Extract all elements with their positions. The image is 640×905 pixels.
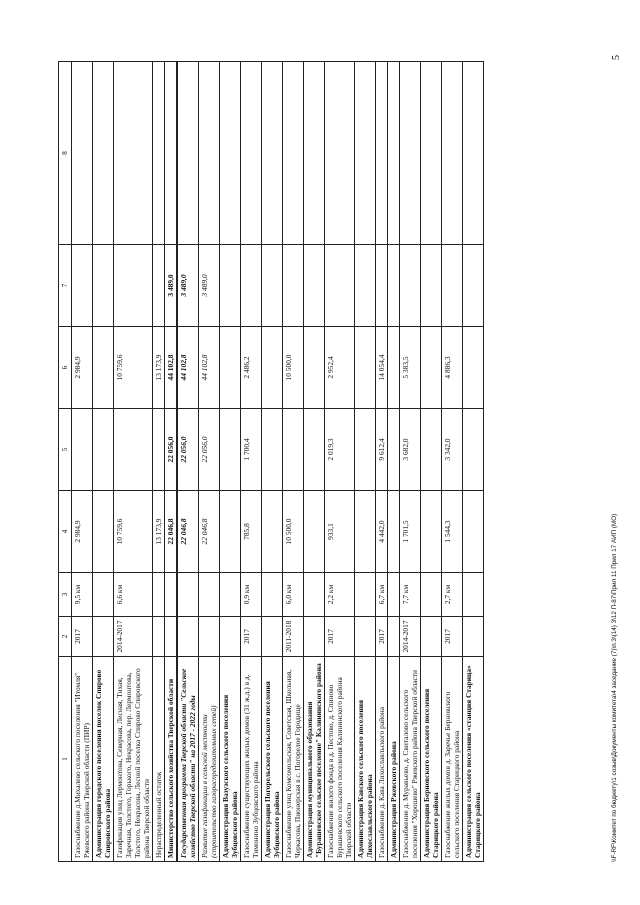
table-row (376, 62, 388, 862)
table-cell: Администрация сельского поселения «станция Старица» Старицкого района (463, 657, 484, 862)
col-header: 3 (59, 573, 72, 617)
table-cell (177, 573, 199, 617)
table-cell (220, 573, 241, 617)
table-cell (153, 617, 165, 657)
table-cell (220, 409, 241, 491)
table-cell (93, 617, 114, 657)
col-header: 2 (59, 617, 72, 657)
table-cell: Газификация улиц Лермонтова, Северная, Лесная, Тихая, Заречная, Толстого, Горького, Некрасова, пер. Лермонтова, Толстого, Некрасова, Лесной поселка Спирово Спировского района Тверской области (114, 657, 153, 862)
table-cell (325, 245, 355, 327)
table-cell (262, 573, 283, 617)
table-row (93, 62, 114, 862)
table-cell (304, 62, 325, 245)
table-cell (165, 62, 178, 245)
table-cell: Газоснабжение д.Михалево сельского поселения "Итомля" Ржевского района Тверской области (ПИР) (72, 657, 93, 862)
table-cell (355, 573, 376, 617)
table-cell (325, 62, 355, 245)
table-cell (93, 409, 114, 491)
table-cell: Развитие газификации в сельской местности (строительство газораспределительных сетей) (199, 657, 220, 862)
table-cell: 785,8 (241, 491, 262, 573)
table-cell (304, 617, 325, 657)
table-cell (304, 245, 325, 327)
table-cell: 22 056,0 (199, 409, 220, 491)
table-cell: 1 701,5 (400, 491, 421, 573)
table-cell: 3 489,0 (199, 245, 220, 327)
table-cell (114, 409, 153, 491)
table-row (199, 62, 220, 862)
table-cell: 933,1 (325, 491, 355, 573)
table-cell: 44 102,8 (177, 327, 199, 409)
table-cell: Государственная программа Тверской области "Сельское хозяйство Тверской области" на 2017 - 2022 годы (177, 657, 199, 862)
table-cell (388, 62, 400, 245)
table-cell (93, 573, 114, 617)
table-cell: 5 383,5 (400, 327, 421, 409)
table-cell (376, 62, 388, 245)
table-cell (262, 617, 283, 657)
table-cell: 4 442,0 (376, 491, 388, 573)
table-cell (463, 327, 484, 409)
col-header: 8 (59, 62, 72, 245)
table-row (153, 62, 165, 862)
table-row (421, 62, 442, 862)
table-cell: 4 886,3 (442, 327, 463, 409)
table-cell (463, 62, 484, 245)
table-row (442, 62, 463, 862)
table-cell (463, 573, 484, 617)
table-cell (388, 245, 400, 327)
table-cell (220, 62, 241, 245)
table-row (388, 62, 400, 862)
table-cell (304, 409, 325, 491)
table-row (400, 62, 421, 862)
table-cell: 22 056,0 (165, 409, 178, 491)
table-cell: 22 046,8 (165, 491, 178, 573)
table-cell (220, 617, 241, 657)
table-cell: Газоснабжение д. Муравьево, д. Свиталово сельского поселения "Хорошево" Ржевского района Тверской области (400, 657, 421, 862)
table-cell (153, 409, 165, 491)
table-cell (93, 62, 114, 245)
table-cell (165, 573, 178, 617)
table-cell (220, 327, 241, 409)
table-cell: Газоснабжение улиц Комсомольская, Советская, Школьная, Черкасова, Пионерская в с. Погорелое Городище (283, 657, 304, 862)
table-cell: 9 612,4 (376, 409, 388, 491)
table-cell (199, 573, 220, 617)
table-cell (220, 245, 241, 327)
table-cell: 10 759,6 (114, 327, 153, 409)
table-cell: 2014-2017 (400, 617, 421, 657)
table-cell: Газоснабжение жилого фонда в д. Пестово, д. Спиново Бурашевского сельского поселения Калининского района Тверской области (325, 657, 355, 862)
table-cell (463, 491, 484, 573)
table-cell: 2017 (442, 617, 463, 657)
table-cell: Газоснабжение д. Кава Лихославльского района (376, 657, 388, 862)
table-cell (421, 62, 442, 245)
table-row (72, 62, 93, 862)
table-cell: Администрация Погорельского сельского поселения Зубцовского района (262, 657, 283, 862)
table-cell (421, 573, 442, 617)
table-cell: Администрация Ржевского района (388, 657, 400, 862)
table-cell (262, 245, 283, 327)
table-cell (355, 491, 376, 573)
table-row (463, 62, 484, 862)
table-cell (114, 245, 153, 327)
table-cell (388, 573, 400, 617)
table-cell (421, 327, 442, 409)
table-row (177, 62, 199, 862)
table-cell: Администрация Вазузского сельского поселения Зубцовского района (220, 657, 241, 862)
rotated-table-wrapper (58, 62, 598, 862)
table-cell (262, 62, 283, 245)
table-row (283, 62, 304, 862)
table-cell: Администрация Кавского сельского поселения Лихославльского района (355, 657, 376, 862)
table-cell: 3 342,0 (442, 409, 463, 491)
table-cell (153, 62, 165, 245)
table-cell: 10 500,0 (283, 327, 304, 409)
table-cell (93, 491, 114, 573)
table-cell (93, 245, 114, 327)
table-cell (283, 245, 304, 327)
table-cell: 2 486,2 (241, 327, 262, 409)
table-cell: 10 500,0 (283, 491, 304, 573)
col-header: 6 (59, 327, 72, 409)
table-cell: 3 489,0 (177, 245, 199, 327)
table-row (114, 62, 153, 862)
table-cell: 44 102,8 (165, 327, 178, 409)
table-cell: 2017 (241, 617, 262, 657)
table-cell (355, 62, 376, 245)
table-cell (421, 617, 442, 657)
table-cell: 2 019,3 (325, 409, 355, 491)
table-cell: 2014-2017 (114, 617, 153, 657)
footer-file-path: \\F-RF\Комитет по бюджету\1 созыв\Документы комитета\4 заседание (7)\п.3\(14) 3\12 П-87\Прил 11 Прил 17 АИП (МО) (611, 513, 618, 862)
table-cell (463, 245, 484, 327)
table-row (220, 62, 241, 862)
table-cell: Министерство сельского хозяйства Тверской области (165, 657, 178, 862)
table-cell: 2017 (72, 617, 93, 657)
table-cell: Газоснабжение существующих жилых домов (31 ж.д.) в д. Тимонино Зубцовского района (241, 657, 262, 862)
table-cell (72, 409, 93, 491)
table-cell: 22 046,8 (199, 491, 220, 573)
table-cell: Администрация муниципального образования "Бурашевское сельское поселение" Калининского района (304, 657, 325, 862)
table-cell: 7,7 км (400, 573, 421, 617)
table-cell (241, 245, 262, 327)
table-cell (153, 245, 165, 327)
table-row (325, 62, 355, 862)
col-header: 7 (59, 245, 72, 327)
table-cell (442, 245, 463, 327)
table-cell: 44 102,8 (199, 327, 220, 409)
table-cell: 2017 (325, 617, 355, 657)
table-cell (283, 62, 304, 245)
table-row (262, 62, 283, 862)
table-cell (283, 409, 304, 491)
table-row (165, 62, 178, 862)
budget-table (58, 61, 484, 862)
col-header: 1 (59, 657, 72, 862)
table-cell: 10 759,6 (114, 491, 153, 573)
table-cell (355, 245, 376, 327)
table-cell (421, 245, 442, 327)
table-cell: 2011-2018 (283, 617, 304, 657)
table-cell (177, 62, 199, 245)
table-cell: 13 173,9 (153, 491, 165, 573)
table-cell: 3 682,0 (400, 409, 421, 491)
table-cell (442, 62, 463, 245)
table-cell: 2,7 км (442, 573, 463, 617)
table-cell (355, 327, 376, 409)
table-cell (400, 62, 421, 245)
table-row (241, 62, 262, 862)
table-cell (262, 491, 283, 573)
table-cell (355, 409, 376, 491)
table-cell: 3 489,0 (165, 245, 178, 327)
table-cell: Администрация городского поселения поселок Спирово Спировского района (93, 657, 114, 862)
table-cell: 22 046,8 (177, 491, 199, 573)
table-cell (421, 491, 442, 573)
table-cell: Газоснабжение жилых домов д. Заречье Берновского сельского поселения Старицкого района (442, 657, 463, 862)
table-cell (400, 245, 421, 327)
table-cell: 6,0 км (283, 573, 304, 617)
table-cell (72, 62, 93, 245)
table-cell (388, 491, 400, 573)
table-cell: 14 054,4 (376, 327, 388, 409)
table-cell (199, 617, 220, 657)
table-cell: 22 056,0 (177, 409, 199, 491)
table-cell: 1 700,4 (241, 409, 262, 491)
table-cell (376, 245, 388, 327)
table-cell (388, 327, 400, 409)
table-cell (72, 245, 93, 327)
table-cell (241, 62, 262, 245)
table-cell (165, 617, 178, 657)
page-number: 5 (611, 55, 622, 60)
table-cell (114, 62, 153, 245)
table-cell (355, 617, 376, 657)
table-cell (177, 617, 199, 657)
table-cell (262, 409, 283, 491)
table-cell (388, 409, 400, 491)
table-cell (304, 491, 325, 573)
table-cell (93, 327, 114, 409)
table-cell (304, 327, 325, 409)
table-cell (199, 62, 220, 245)
table-cell (463, 617, 484, 657)
table-cell: 0,9 км (241, 573, 262, 617)
table-cell: Нераспределенный остаток (153, 657, 165, 862)
table-cell (388, 617, 400, 657)
table-cell: 13 173,9 (153, 327, 165, 409)
table-cell: 2 984,9 (72, 491, 93, 573)
table-cell: 6,6 км (114, 573, 153, 617)
table-cell: 6,7 км (376, 573, 388, 617)
table-row (304, 62, 325, 862)
table-cell: 2017 (376, 617, 388, 657)
table-cell (153, 573, 165, 617)
table-row (355, 62, 376, 862)
table-cell: 2,2 км (325, 573, 355, 617)
table-cell (304, 573, 325, 617)
table-cell: 1 544,3 (442, 491, 463, 573)
col-header: 5 (59, 409, 72, 491)
table-cell (421, 409, 442, 491)
header-row (59, 62, 72, 862)
table-cell: 2 952,4 (325, 327, 355, 409)
col-header: 4 (59, 491, 72, 573)
table-cell: 2 984,9 (72, 327, 93, 409)
table-cell: 9,5 км (72, 573, 93, 617)
table-cell (220, 491, 241, 573)
table-cell: Администрация Берновского сельского поселения Старицкого района (421, 657, 442, 862)
table-cell (262, 327, 283, 409)
table-cell (463, 409, 484, 491)
